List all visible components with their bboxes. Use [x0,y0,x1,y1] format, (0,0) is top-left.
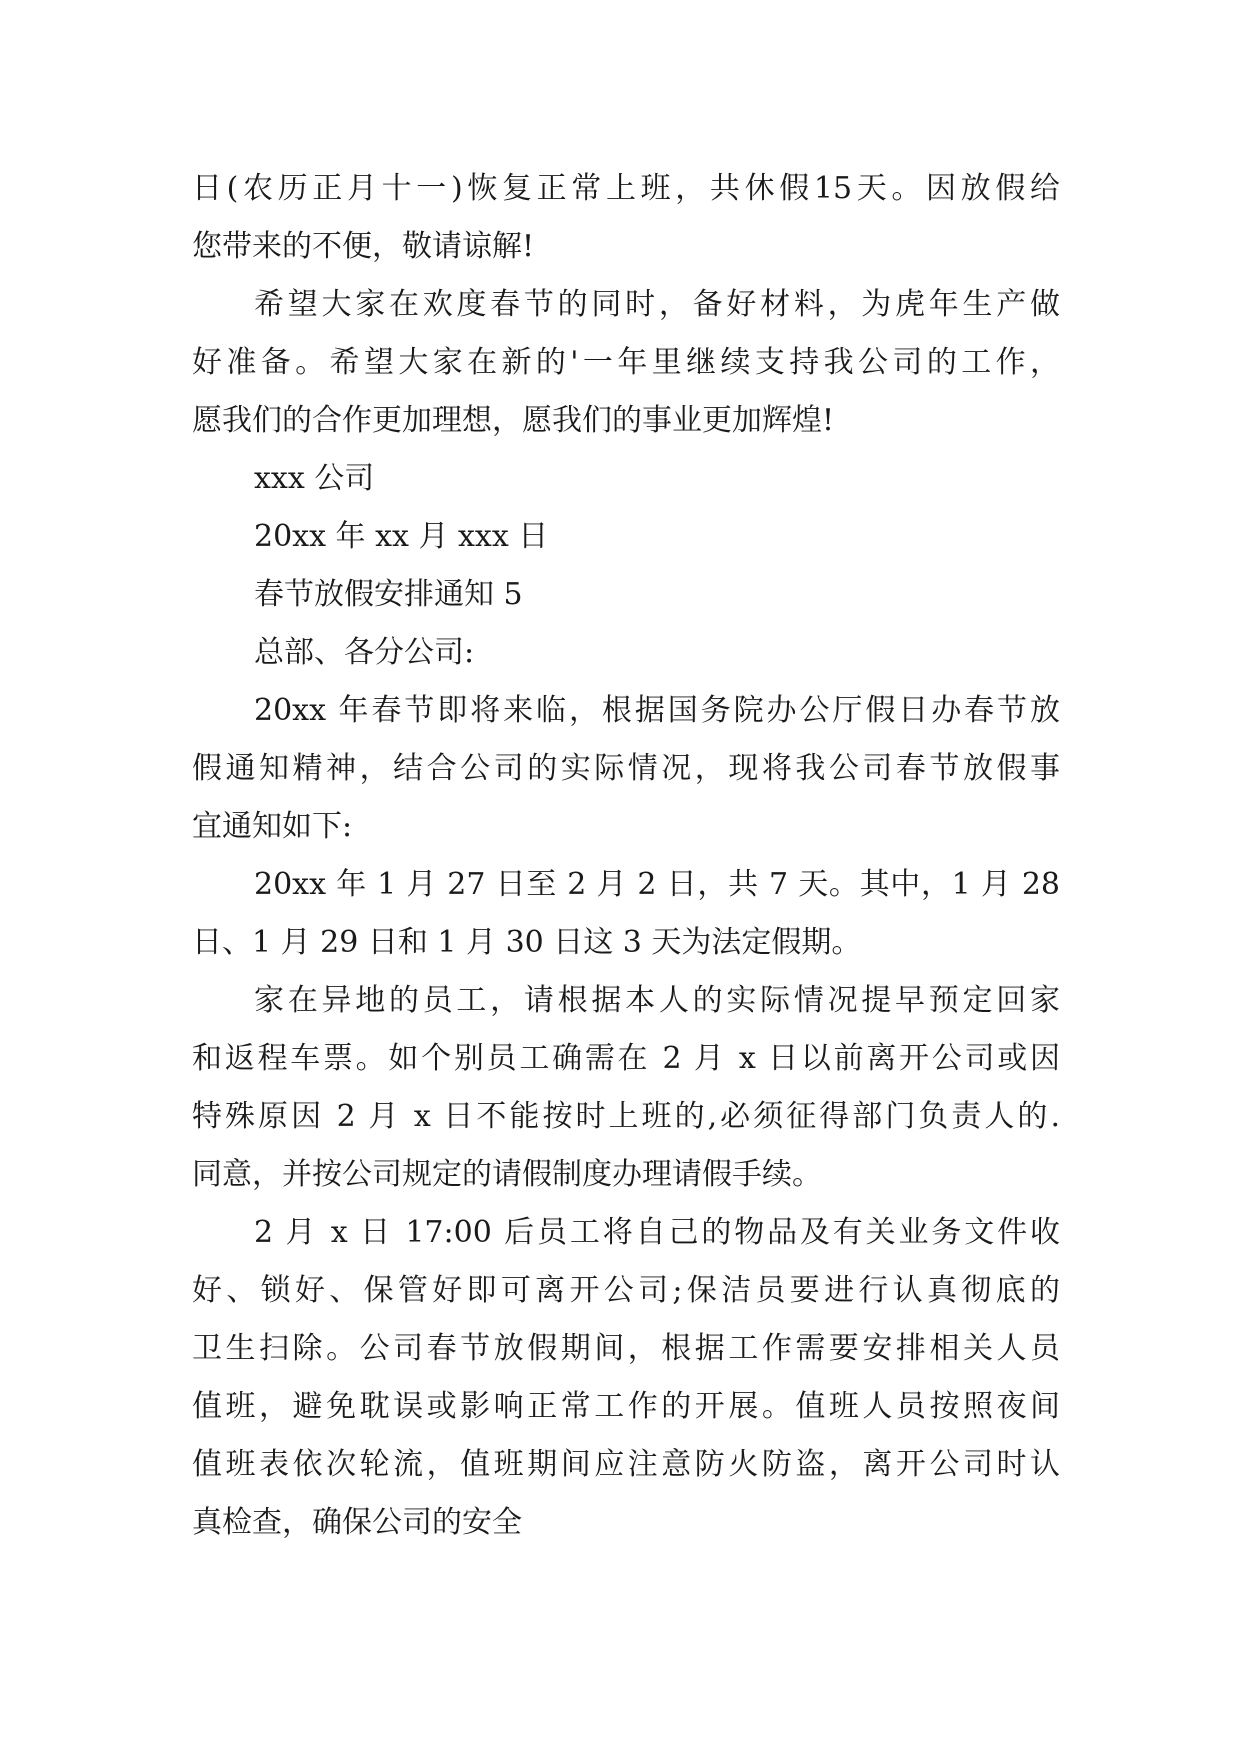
paragraph-line: 20xx 年春节即将来临，根据国务院办公厅假日办春节放 [254,693,1060,728]
paragraph-line: 愿我们的合作更加理想，愿我们的事业更加辉煌! [192,403,835,438]
signature-date: 20xx 年 xx 月 xxx 日 [254,519,549,554]
paragraph-line: 您带来的不便，敬请谅解! [192,229,535,264]
paragraph-line: 2 月 x 日 17:00 后员工将自己的物品及有关业务文件收 [254,1215,1060,1250]
paragraph-line: 特殊原因 2 月 x 日不能按时上班的,必须征得部门负责人的. [192,1099,1060,1134]
document-body [192,160,1060,1552]
paragraph-line: 希望大家在欢度春节的同时，备好材料，为虎年生产做 [254,287,1060,322]
paragraph-line: 宜通知如下: [192,809,353,844]
paragraph-line: 值班表依次轮流，值班期间应注意防火防盗，离开公司时认 [192,1447,1060,1482]
paragraph-line: 卫生扫除。公司春节放假期间，根据工作需要安排相关人员 [192,1331,1060,1366]
paragraph-line: 真检查，确保公司的安全 [192,1505,522,1540]
paragraph-line: 好、锁好、保管好即可离开公司;保洁员要进行认真彻底的 [192,1273,1060,1308]
paragraph-line: 好准备。希望大家在新的'一年里继续支持我公司的工作， [192,345,1060,380]
paragraph-line: 和返程车票。如个别员工确需在 2 月 x 日以前离开公司或因 [192,1041,1060,1076]
paragraph-line: 假通知精神，结合公司的实际情况，现将我公司春节放假事 [192,751,1060,786]
notice-title: 春节放假安排通知 5 [254,577,523,612]
paragraph-line: 日、1 月 29 日和 1 月 30 日这 3 天为法定假期。 [192,925,862,960]
notice-recipient: 总部、各分公司: [254,635,475,670]
paragraph-line: 家在异地的员工，请根据本人的实际情况提早预定回家 [254,983,1060,1018]
paragraph-line: 日(农历正月十一)恢复正常上班，共休假15天。因放假给 [192,171,1060,206]
paragraph-line: 20xx 年 1 月 27 日至 2 月 2 日，共 7 天。其中，1 月 28 [254,867,1060,902]
paragraph-line: 同意，并按公司规定的请假制度办理请假手续。 [192,1157,822,1192]
company-signature: xxx 公司 [254,461,375,496]
paragraph-line: 值班，避免耽误或影响正常工作的开展。值班人员按照夜间 [192,1389,1060,1424]
